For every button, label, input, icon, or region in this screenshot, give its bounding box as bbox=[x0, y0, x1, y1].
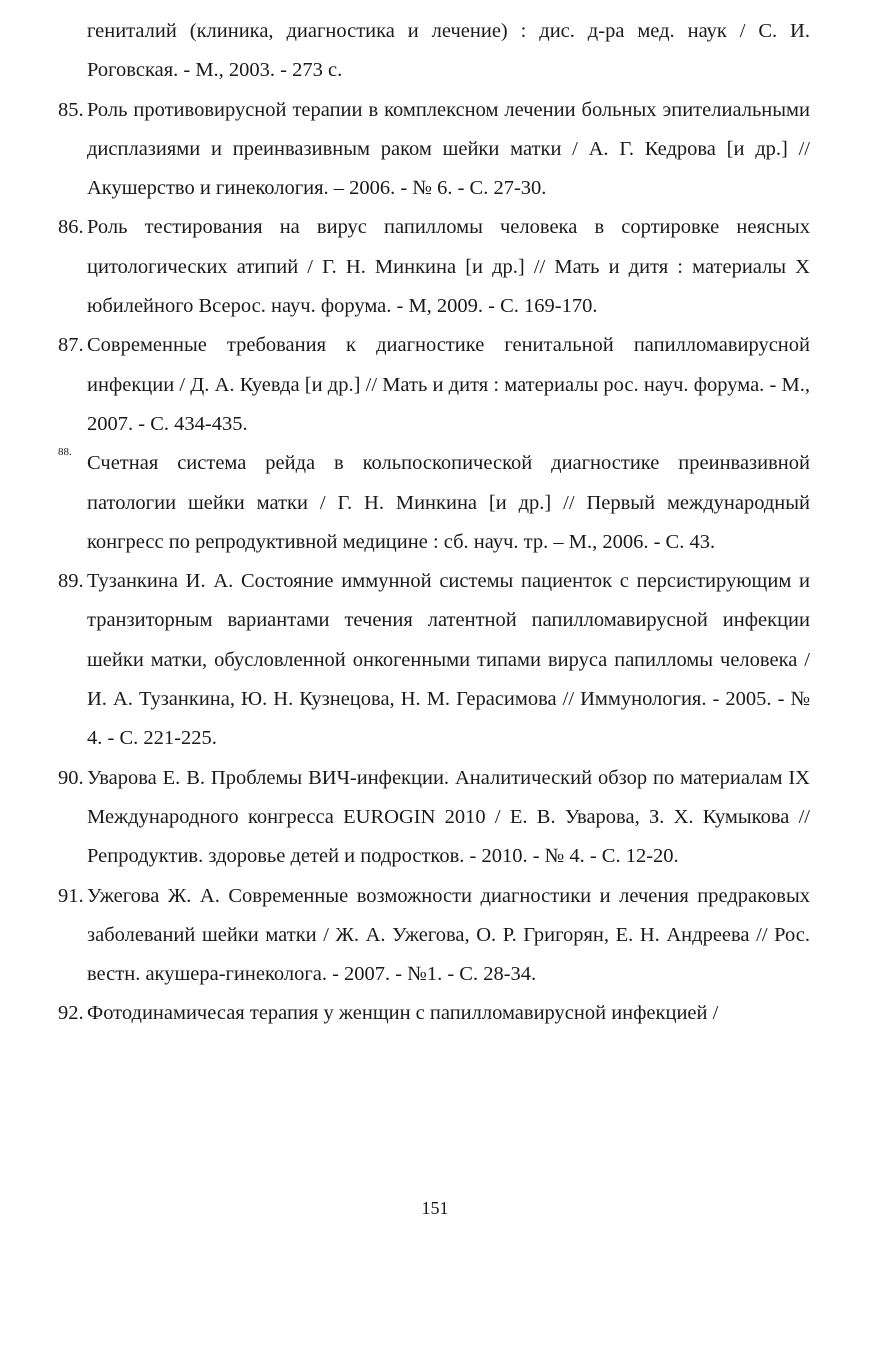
page-number: 151 bbox=[421, 1198, 449, 1218]
reference-number: 88. bbox=[58, 446, 72, 459]
reference-item-90 bbox=[58, 759, 810, 877]
reference-text: Современные требования к диагностике генитальной папилломавирусной инфекции / Д. А. Куевда [и др.] // Мать и дитя : материалы рос. науч. форума. - М., 2007. - С. 434-435. bbox=[87, 334, 810, 435]
reference-item-85 bbox=[58, 91, 810, 209]
reference-text: Фотодинамичесая терапия у женщин с папилломавирусной инфекцией / bbox=[87, 1002, 719, 1025]
reference-continuation bbox=[58, 12, 810, 91]
reference-number: 90. bbox=[58, 766, 84, 789]
reference-text: Счетная система рейда в кольпоскопической диагностике преинвазивной патологии шейки матки / Г. Н. Минкина [и др.] // Первый международный конгресс по репродуктивной медицине : сб. науч. тр. – М., 2006. - С. 43. bbox=[87, 452, 810, 553]
reference-item-91 bbox=[58, 877, 810, 995]
reference-text: Роль противовирусной терапии в комплексном лечении больных эпителиальными дисплазиями и преинвазивным раком шейки матки / А. Г. Кедрова [и др.] // Акушерство и гинекология. – 2006. - № 6. - С. 27-30. bbox=[87, 98, 810, 200]
reference-text: гениталий (клиника, диагностика и лечение) : дис. д-ра мед. наук / С. И. Роговская. - М., 2003. - 273 с. bbox=[87, 20, 810, 82]
reference-item-87 bbox=[58, 326, 810, 444]
reference-item-86 bbox=[58, 208, 810, 326]
reference-text: Уварова Е. В. Проблемы ВИЧ-инфекции. Аналитический обзор по материалам IX Международного конгресса EUROGIN 2010 / Е. В. Уварова, З. Х. Кумыкова // Репродуктив. здоровье детей и подростков. - 2010. - № 4. - С. 12-20. bbox=[87, 766, 810, 868]
reference-text: Ужегова Ж. А. Современные возможности диагностики и лечения предраковых заболеваний шейки матки / Ж. А. Ужегова, О. Р. Григорян, Е. Н. Андреева // Рос. вестн. акушера-гинеколога. - 2007. - №1. - С. 28-34. bbox=[87, 884, 810, 986]
reference-number: 89. bbox=[58, 570, 84, 593]
reference-number: 85. bbox=[58, 98, 84, 121]
reference-number: 86. bbox=[58, 216, 84, 239]
reference-number: 91. bbox=[58, 884, 84, 907]
reference-item-88 bbox=[58, 444, 810, 562]
reference-item-92 bbox=[58, 994, 810, 1033]
reference-list bbox=[58, 12, 810, 1034]
reference-text: Тузанкина И. А. Состояние иммунной системы пациенток с персистирующим и транзиторным вариантами течения латентной папилломавирусной инфекции шейки матки, обусловленной онкогенными типами вируса папилломы человека / И. А. Тузанкина, Ю. Н. Кузнецова, Н. М. Герасимова // Иммунология. - 2005. - № 4. - С. 221-225. bbox=[87, 570, 810, 750]
reference-number: 92. bbox=[58, 1002, 84, 1025]
reference-text: Роль тестирования на вирус папилломы человека в сортировке неясных цитологических атипий / Г. Н. Минкина [и др.] // Мать и дитя : материалы X юбилейного Всерос. науч. форума. - М, 2009. - С. 169-170. bbox=[87, 216, 810, 318]
reference-item-89 bbox=[58, 562, 810, 758]
reference-number: 87. bbox=[58, 334, 84, 357]
